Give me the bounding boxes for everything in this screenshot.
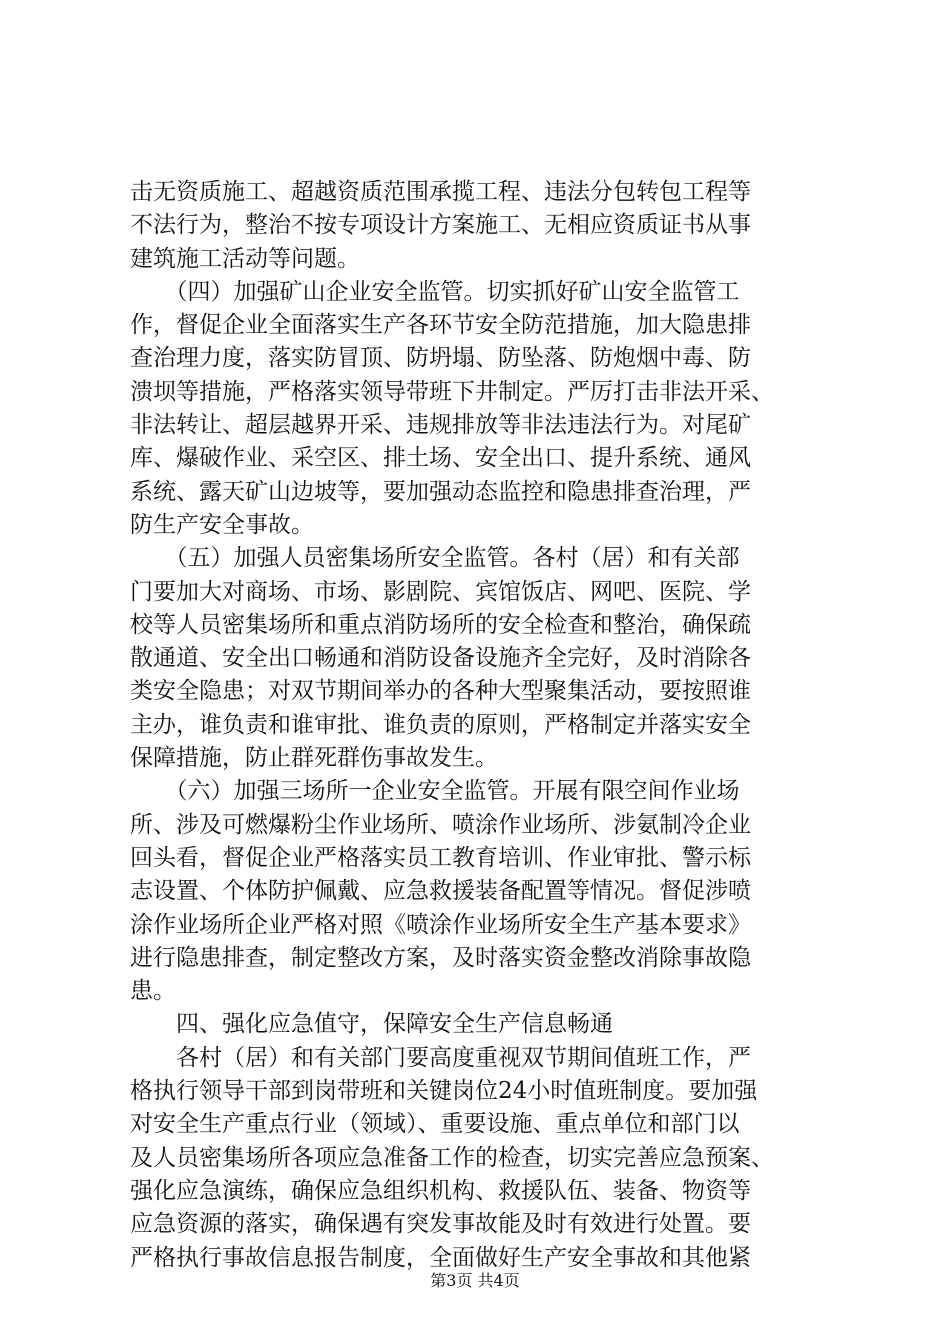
text-line: 作，督促企业全面落实生产各环节安全防范措施，加大隐患排	[130, 312, 751, 339]
section-heading: 四、强化应急值守，保障安全生产信息畅通	[130, 1011, 613, 1038]
text-line: 校等人员密集场所和重点消防场所的安全检查和整治，确保疏	[130, 611, 751, 638]
text-line: 强化应急演练，确保应急组织机构、救援队伍、装备、物资等	[130, 1177, 751, 1204]
text-line: 对安全生产重点行业（领域）、重要设施、重点单位和部门以	[130, 1111, 740, 1138]
text-line: 主办，谁负责和谁审批、谁负责的原则，严格制定并落实安全	[130, 711, 751, 738]
page-number-footer: 第3页 共4页	[430, 1271, 520, 1290]
text-line: 保障措施，防止群死群伤事故发生。	[130, 745, 498, 772]
text-line: 各村（居）和有关部门要高度重视双节期间值班工作，严	[130, 1044, 751, 1071]
text-line: 类安全隐患；对双节期间举办的各种大型聚集活动，要按照谁	[130, 678, 751, 705]
text-line: 严格执行事故信息报告制度，全面做好生产安全事故和其他紧	[130, 1244, 751, 1271]
document-body	[130, 176, 830, 1275]
text-line: 击无资质施工、超越资质范围承揽工程、违法分包转包工程等	[130, 179, 751, 205]
text-line: 散通道、安全出口畅通和消防设备设施齐全完好，及时消除各	[130, 645, 751, 672]
text-line: 及人员密集场所各项应急准备工作的检查，切实完善应急预案、	[130, 1144, 774, 1171]
text-line: 回头看，督促企业严格落实员工教育培训、作业审批、警示标	[130, 844, 751, 871]
text-line: 系统、露天矿山边坡等，要加强动态监控和隐患排查治理，严	[130, 478, 751, 505]
text-line: 志设置、个体防护佩戴、应急救援装备配置等情况。督促涉喷	[130, 878, 751, 905]
text-line: （六）加强三场所一企业安全监管。开展有限空间作业场	[130, 778, 740, 805]
text-line: 患。	[130, 978, 176, 1005]
text-line: 应急资源的落实，确保遇有突发事故能及时有效进行处置。要	[130, 1211, 751, 1238]
text-line: 涂作业场所企业严格对照《喷涂作业场所安全生产基本要求》	[130, 911, 751, 938]
text-line: 查治理力度，落实防冒顶、防坍塌、防坠落、防炮烟中毒、防	[130, 345, 751, 372]
text-line: 溃坝等措施，严格落实领导带班下井制定。严厉打击非法开采、	[130, 378, 774, 405]
text-line: 门要加大对商场、市场、影剧院、宾馆饭店、网吧、医院、学	[130, 578, 751, 605]
text-line: 所、涉及可燃爆粉尘作业场所、喷涂作业场所、涉氨制冷企业	[130, 811, 751, 838]
text-line: 库、爆破作业、采空区、排土场、安全出口、提升系统、通风	[130, 445, 751, 472]
text-line: 防生产安全事故。	[130, 511, 314, 538]
text-line: （五）加强人员密集场所安全监管。各村（居）和有关部	[130, 545, 740, 572]
text-line: （四）加强矿山企业安全监管。切实抓好矿山安全监管工	[130, 278, 740, 305]
text-line: 格执行领导干部到岗带班和关键岗位24小时值班制度。要加强	[130, 1078, 758, 1105]
text-line: 建筑施工活动等问题。	[130, 245, 360, 272]
text-line: 非法转让、超层越界开采、违规排放等非法违法行为。对尾矿	[130, 412, 751, 439]
text-line: 进行隐患排查，制定整改方案，及时落实资金整改消除事故隐	[130, 944, 751, 971]
text-line: 不法行为，整治不按专项设计方案施工、无相应资质证书从事	[130, 212, 751, 239]
